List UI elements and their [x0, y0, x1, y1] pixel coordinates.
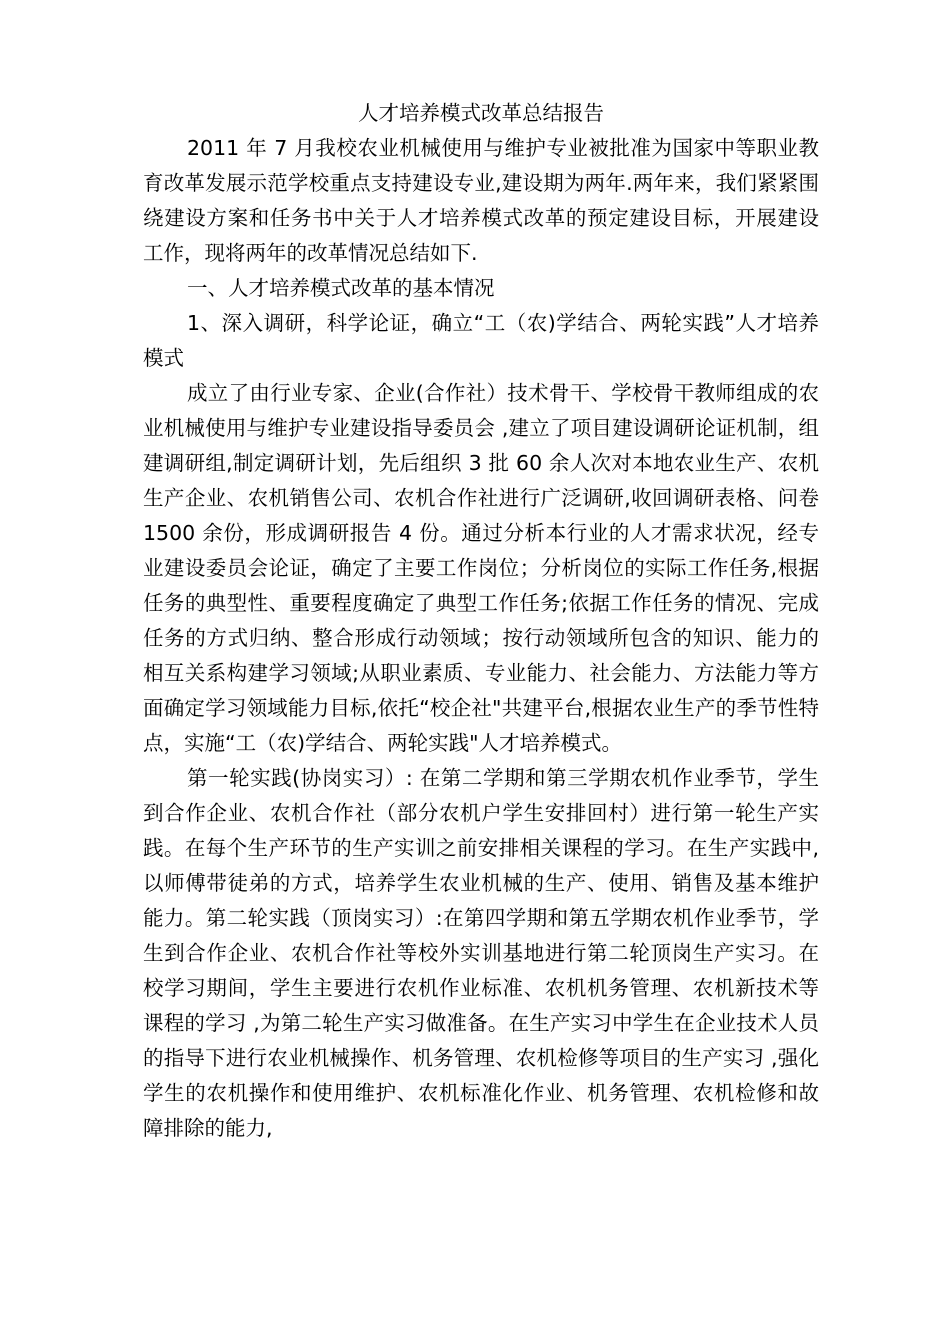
section-heading: 一、人才培养模式改革的基本情况 — [187, 276, 495, 300]
paragraph-body: 成立了由行业专家、企业(合作社）技术骨干、学校骨干教师组成的农业机械使用与维护专业建设指导委员会 ,建立了项目建设调研论证机制，组建调研组,制定调研计划，先后组织 3 批 60 余人次对本地农业生产、农机生产企业、农机销售公司、农机合作社进行广泛调研,收回调研表格、问卷 1500 余份，形成调研报告 4 份。通过分析本行业的人才需求状况，经专业建设委员会论证，确定了主要工作岗位；分析岗位的实际工作任务,根据任务的典型性、重要程度确定了典型工作任务;依据工作任务的情况、完成任务的方式归纳、整合形成行动领域；按行动领域所包含的知识、能力的相互关系构建学习领域;从职业素质、专业能力、社会能力、方法能力等方面确定学习领域能力目标,依托“校企社"共建平台,根据农业生产的季节性特点，实施“工（农)学结合、两轮实践"人才培养模式。 — [143, 381, 819, 755]
document-page — [143, 96, 819, 1146]
subsection-heading: 1、深入调研，科学论证，确立“工（农)学结合、两轮实践”人才培养模式 — [143, 311, 819, 370]
paragraph-intro: 2011 年 7 月我校农业机械使用与维护专业被批准为国家中等职业教育改革发展示范学校重点支持建设专业,建设期为两年.两年来，我们紧紧围绕建设方案和任务书中关于人才培养模式改革的预定建设目标，开展建设工作，现将两年的改革情况总结如下. — [143, 136, 819, 265]
document-title: 人才培养模式改革总结报告 — [358, 101, 604, 125]
paragraph-practice: 第一轮实践(协岗实习）: 在第二学期和第三学期农机作业季节，学生到合作企业、农机合作社（部分农机户学生安排回村）进行第一轮生产实践。在每个生产环节的生产实训之前安排相关课程的学习。在生产实践中,以师傅带徒弟的方式，培养学生农业机械的生产、使用、销售及基本维护能力。第二轮实践（顶岗实习）:在第四学期和第五学期农机作业季节，学生到合作企业、农机合作社等校外实训基地进行第二轮顶岗生产实习。在校学习期间，学生主要进行农机作业标准、农机机务管理、农机新技术等课程的学习 ,为第二轮生产实习做准备。在生产实习中学生在企业技术人员的指导下进行农业机械操作、机务管理、农机检修等项目的生产实习 ,强化学生的农机操作和使用维护、农机标准化作业、机务管理、农机检修和故障排除的能力, — [143, 766, 819, 1140]
